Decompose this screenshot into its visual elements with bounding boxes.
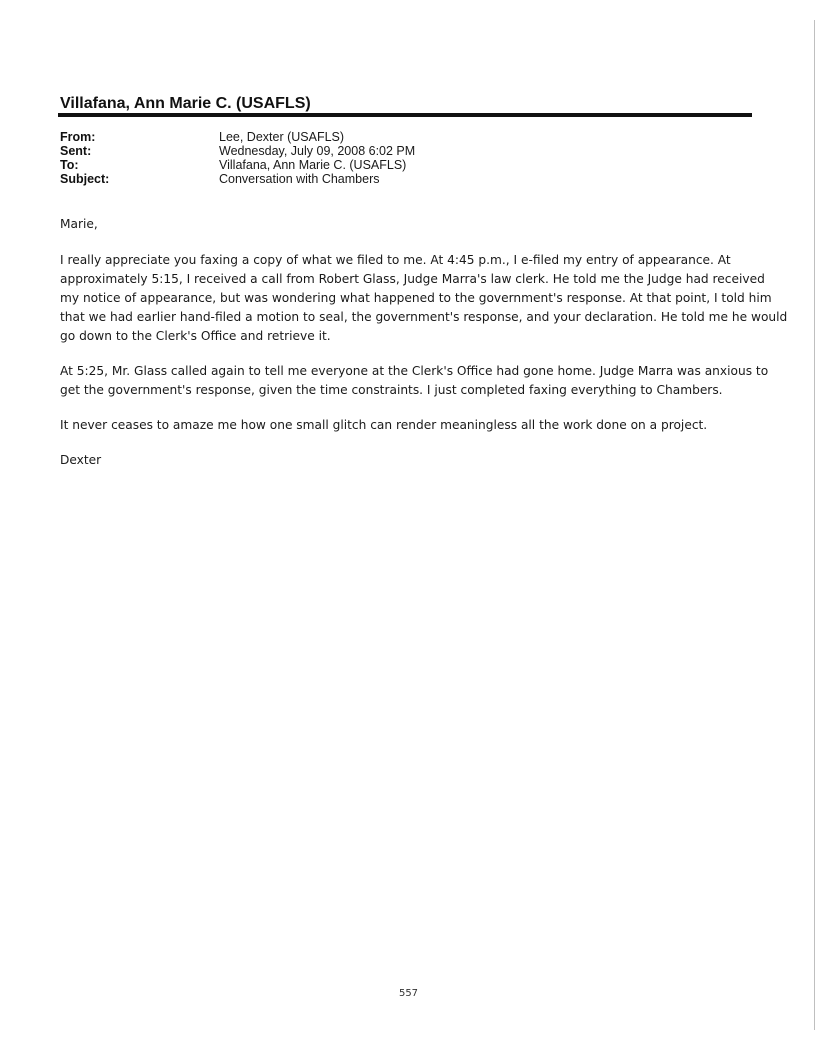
email-body	[60, 215, 788, 486]
sent-label: Sent:	[60, 144, 92, 158]
to-label: To:	[60, 158, 79, 172]
to-row	[60, 158, 660, 172]
paragraph-1-line: my notice of appearance, but was wondering what happened to the government's response. At that point, I told him	[60, 291, 772, 305]
paragraph-3: It never ceases to amaze me how one small glitch can render meaningless all the work done on a project.	[60, 418, 708, 432]
mailbox-owner-header: Villafana, Ann Marie C. (USAFLS)	[60, 95, 311, 112]
paragraph-2	[60, 362, 769, 400]
paragraph-1-line: that we had earlier hand-filed a motion to seal, the government's response, and your declaration. He told me he would	[60, 310, 788, 324]
sent-value: Wednesday, July 09, 2008 6:02 PM	[219, 144, 416, 158]
page-number: 557	[398, 988, 419, 999]
paragraph-2-line: At 5:25, Mr. Glass called again to tell me everyone at the Clerk's Office had gone home. Judge Marra was anxious to	[60, 364, 769, 378]
from-row	[60, 130, 660, 144]
from-value: Lee, Dexter (USAFLS)	[219, 130, 345, 144]
paragraph-1	[60, 251, 788, 346]
subject-value: Conversation with Chambers	[219, 172, 380, 186]
header-divider	[58, 113, 752, 117]
scan-edge-line	[814, 20, 815, 1030]
subject-label: Subject:	[60, 172, 110, 186]
to-value: Villafana, Ann Marie C. (USAFLS)	[219, 158, 407, 172]
paragraph-2-line: get the government's response, given the time constraints. I just completed faxing everything to Chambers.	[60, 383, 723, 397]
subject-row	[60, 172, 660, 186]
signature: Dexter	[60, 453, 102, 467]
sent-row	[60, 144, 660, 158]
email-metadata	[60, 130, 660, 186]
paragraph-1-line: I really appreciate you faxing a copy of what we filed to me. At 4:45 p.m., I e-filed my entry of appearance. At	[60, 253, 731, 267]
paragraph-1-line: approximately 5:15, I received a call from Robert Glass, Judge Marra's law clerk. He told me the Judge had received	[60, 272, 765, 286]
paragraph-1-line: go down to the Clerk's Office and retrieve it.	[60, 329, 331, 343]
from-label: From:	[60, 130, 96, 144]
greeting: Marie,	[60, 217, 98, 231]
